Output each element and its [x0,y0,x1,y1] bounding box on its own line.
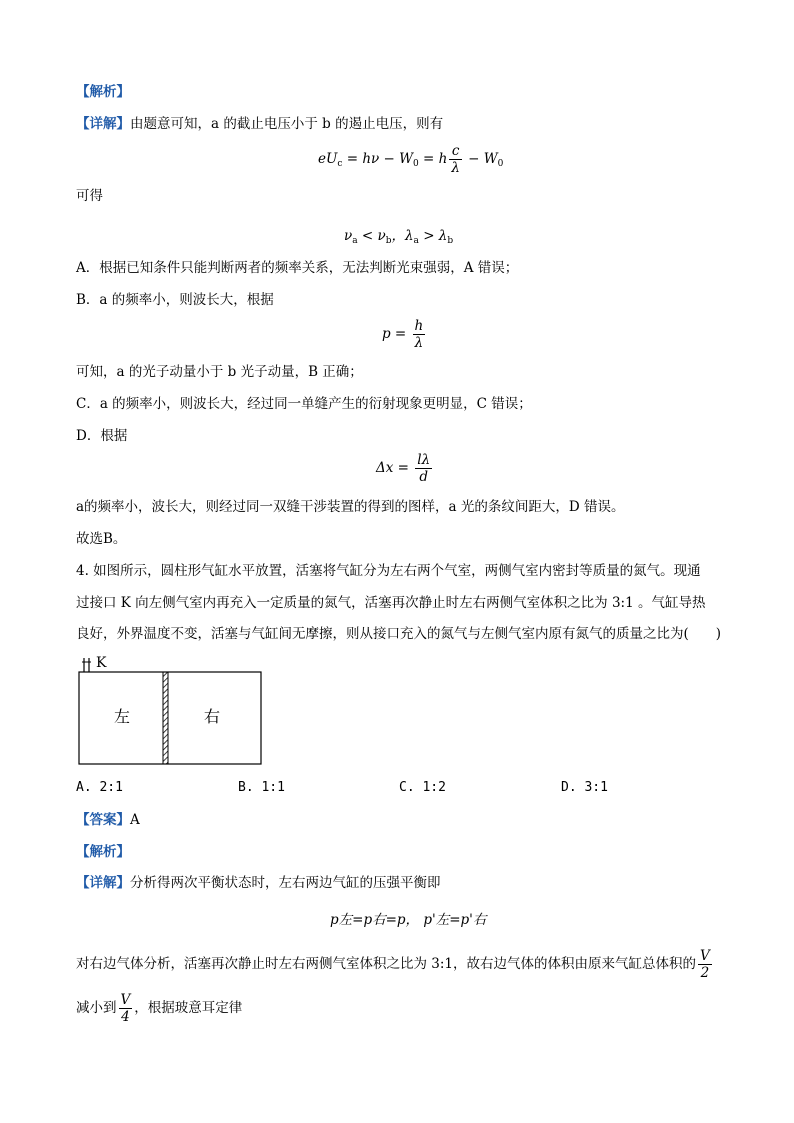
option-b-conclusion: 可知，a 的光子动量小于 b 光子动量，B 正确； [76,364,363,380]
boyle-law-line: 减小到 $\frac{V}{4}$ ，根据玻意耳定律 [76,992,243,1025]
question-4-line-2: 过接口 K 向左侧气室内再充入一定质量的氮气，活塞再次静止时左右两侧气室体积之比为 3:1 。气缸导热 [76,595,706,611]
right-chamber-label: 右 [204,707,221,726]
equation-pressure-balance: p左=p右=p， p'左=p'右 [330,912,487,928]
choice-b[interactable]: B. 1:1 [238,780,285,795]
equation-photoelectric: $eU_c = h\nu - W_0 = h$ $\frac{c}{\lambda}$ − $W_0$ [318,143,504,176]
detail-line-1: 【详解】由题意可知，a 的截止电压小于 b 的遏止电压，则有 [76,116,444,132]
text-kede: 可得 [76,188,103,204]
option-a-explanation: A．根据已知条件只能判断两者的频率关系，无法判断光束强弱，A 错误； [76,260,519,276]
option-d-conclusion: a的频率小，波长大，则经过同一双缝干涉装置的得到的图样，a 光的条纹间距大，D 错误。 [76,499,625,515]
choice-a[interactable]: A. 2:1 [76,780,123,795]
choice-d[interactable]: D. 3:1 [561,780,608,795]
option-c-explanation: C．a 的频率小，则波长大，经过同一单缝产生的衍射现象更明显，C 错误； [76,396,532,412]
choice-c[interactable]: C. 1:2 [399,780,446,795]
option-d-explanation: D．根据 [76,428,128,444]
equation-momentum: p = $\frac{h}{\lambda}$ [382,318,424,351]
detail-line-2: 【详解】分析得两次平衡状态时，左右两边气缸的压强平衡即 [76,875,441,891]
analysis-heading-1: 【解析】 [76,84,130,100]
left-chamber-label: 左 [114,707,131,726]
answer-choice-b: 故选B。 [76,531,127,547]
analysis-heading-2: 【解析】 [76,844,130,860]
option-b-explanation: B．a 的频率小，则波长大，根据 [76,292,274,308]
right-gas-analysis: 对右边气体分析，活塞再次静止时左右两侧气室体积之比为 3:1，故右边气体的体积由原来气缸总体积的 $\frac{V}{2}$ [76,948,710,981]
cylinder-outline [79,672,261,764]
answer-line: 【答案】A [76,812,140,828]
piston [163,672,168,764]
cylinder-figure [74,652,274,767]
inlet-k-label: K [96,655,107,671]
equation-fringe-spacing: Δx = $\frac{l\lambda}{d}$ [376,452,431,485]
equation-frequency-compare: $\nu_a < \nu_b$，$\lambda_a > \lambda_b$ [344,228,454,246]
question-4-line-1: 4. 如图所示，圆柱形气缸水平放置，活塞将气缸分为左右两个气室，两侧气室内密封等质量的氮气。现通 [76,563,701,579]
question-4-line-3: 良好，外界温度不变，活塞与气缸间无摩擦，则从接口充入的氮气与左侧气室内原有氮气的质量之比为( ) [76,626,722,642]
